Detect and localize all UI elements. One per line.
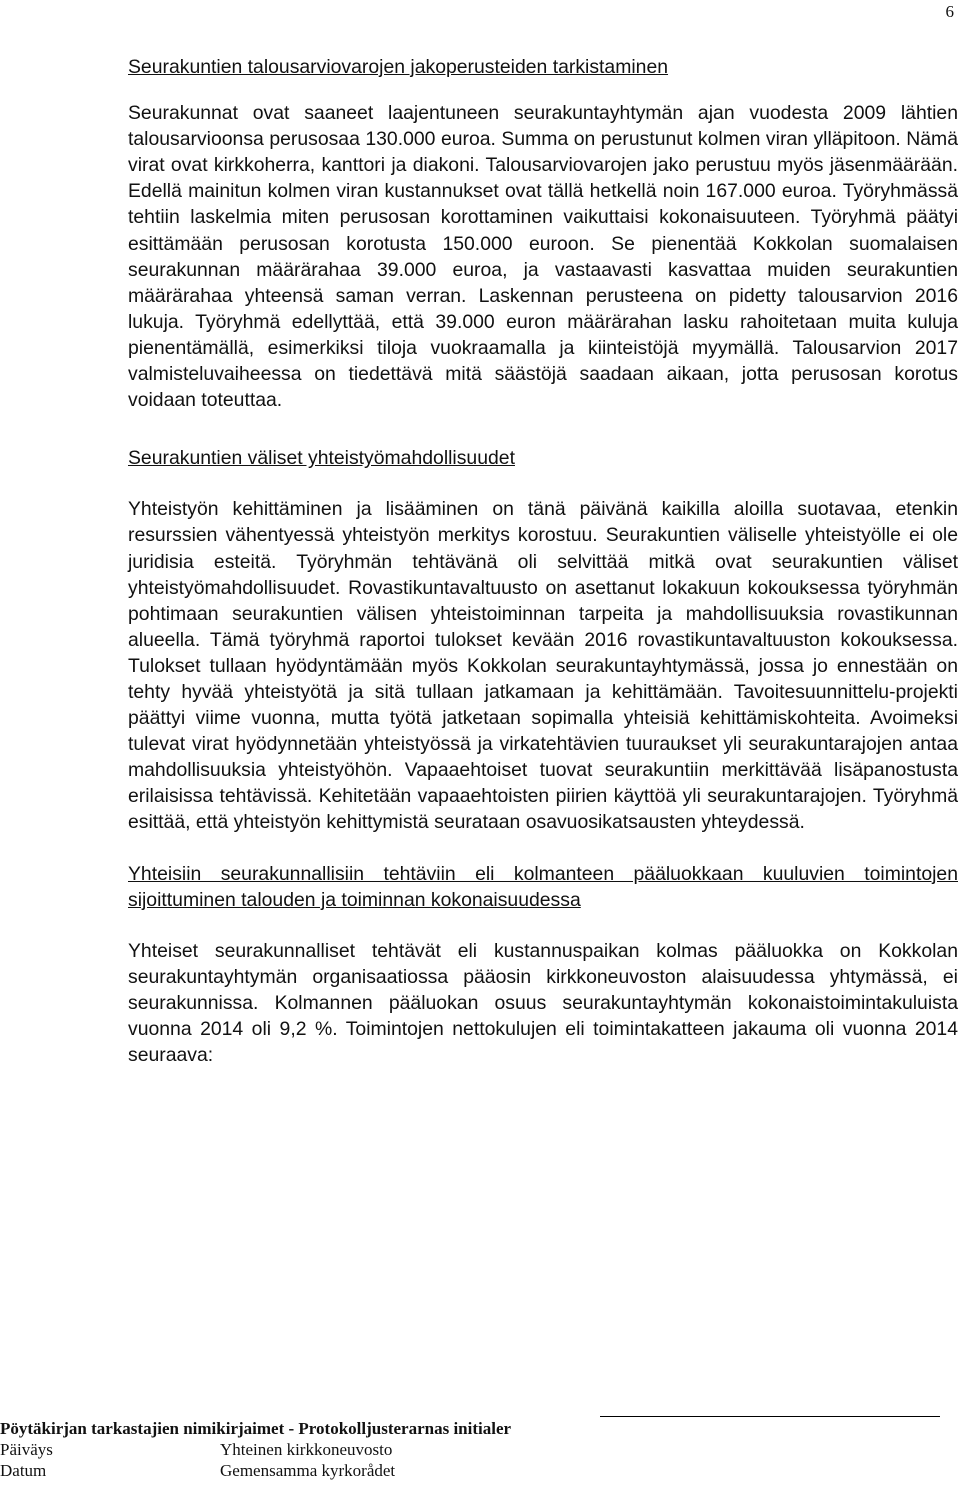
page-footer xyxy=(0,1418,960,1481)
footer-date-label-sv: Datum xyxy=(0,1461,47,1480)
footer-date-label-fi: Päiväys xyxy=(0,1440,53,1459)
section-heading-budget-allocation: Seurakuntien talousarviovarojen jakoperusteiden tarkistaminen xyxy=(128,56,669,78)
section-heading-common-tasks: Yhteisiin seurakunnallisiin tehtäviin eli kolmanteen pääluokkaan kuuluvien toimintojen sijoittuminen talouden ja toiminnan kokonaisuudessa xyxy=(128,862,958,911)
page-number: 6 xyxy=(945,2,954,21)
footer-council-fi: Yhteinen kirkkoneuvosto xyxy=(220,1440,393,1459)
footer-row-date xyxy=(0,1439,960,1460)
paragraph-common-tasks: Yhteiset seurakunnalliset tehtävät eli kustannuspaikan kolmas pääluokka on Kokkolan seurakuntayhtymän organisaatiossa pääosin kirkkoneuvoston alaisuudessa yhtymässä, ei seurakunnissa. Kolmannen pääluokan osuus seurakuntayhtymän kokonaistoimintakuluista vuonna 2014 oli 9,2 %. Toimintojen nettokulujen eli toimintakatteen jakauma oli vuonna 2014 seuraava: xyxy=(128,939,958,1067)
footer-council-sv: Gemensamma kyrkorådet xyxy=(220,1461,396,1480)
section-heading-cooperation: Seurakuntien väliset yhteistyömahdollisuudet xyxy=(128,447,515,470)
footer-title: Pöytäkirjan tarkastajien nimikirjaimet - Protokolljusterarnas initialer xyxy=(0,1419,512,1438)
footer-signature-line xyxy=(600,1416,940,1417)
paragraph-budget-allocation: Seurakunnat ovat saaneet laajentuneen seurakuntayhtymän ajan vuodesta 2009 lähtien talousarvioonsa perusosaa 130.000 euroa. Summa on perustunut kolmen viran ylläpitoon. Nämä virat ovat kirkkoherra, kanttori ja diakoni. Talousarviovarojen jako perustuu myös jäsenmäärään. Edellä mainitun kolmen viran kustannukset ovat tällä hetkellä noin 167.000 euroa. Työryhmässä tehtiin laskelmia miten perusosan korottaminen vaikuttaisi kokonaisuuteen. Työryhmä päätyi esittämään perusosan korotusta 150.000 euroon. Se pienentää Kokkolan suomalaisen seurakunnan määrärahaa 39.000 euroa, ja vastaavasti kasvattaa muiden seurakuntien määrärahaa yhteensä saman verran. Laskennan perusteena on pidetty talousarvion 2016 lukuja. Työryhmä edellyttää, että 39.000 euron määrärahan lasku rahoitetaan muita kuluja pienentämällä, esimerkiksi tiloja vuokraamalla ja kiinteistöjä myymällä. Talousarvion 2017 valmisteluvaiheessa on tiedettävä mitä säästöjä saadaan aikaan, jotta perusosan korotus voidaan toteuttaa. xyxy=(128,102,958,412)
footer-row-datum xyxy=(0,1460,960,1481)
paragraph-cooperation: Yhteistyön kehittäminen ja lisääminen on tänä päivänä kaikilla aloilla suotavaa, etenkin resurssien vähentyessä yhteistyön merkitys korostuu. Seurakuntien väliselle yhteistyölle ei ole juridisia esteitä. Työryhmän tehtävänä oli selvittää mitkä ovat seurakuntien väliset yhteistyömahdollisuudet. Rovastikuntavaltuusto on asettanut lokakuun kokouksessa työryhmän pohtimaan seurakuntien välisen yhteistoiminnan tarpeita ja mahdollisuuksia rovastikunnan alueella. Tämä työryhmä raportoi tulokset kevään 2016 rovastikuntavaltuuston kokouksessa. Tulokset tullaan hyödyntämään myös Kokkolan seurakuntayhtymässä, jossa jo ennestään on tehty hyvää yhteistyötä ja sitä tullaan jatkamaan ja kehittämään. Tavoitesuunnittelu-projekti päättyi viime vuonna, mutta työtä jatketaan sopimalla yhteisiä kehittämiskohteita. Avoimeksi tulevat virat hyödynnetään yhteistyössä ja virkatehtävien tuuraukset yli seurakuntarajojen antaa mahdollisuuksia yhteistyöhön. Vapaaehtoiset tuovat seurakuntiin merkittävää lisäpanostusta erilaisissa tehtävissä. Kehitetään vapaaehtoisten piirien käyttöä yli seurakuntarajojen. Työryhmä esittää, että yhteistyön kehittymistä seurataan osavuosikatsausten yhteydessä. xyxy=(128,498,958,834)
document-body xyxy=(128,54,958,1068)
